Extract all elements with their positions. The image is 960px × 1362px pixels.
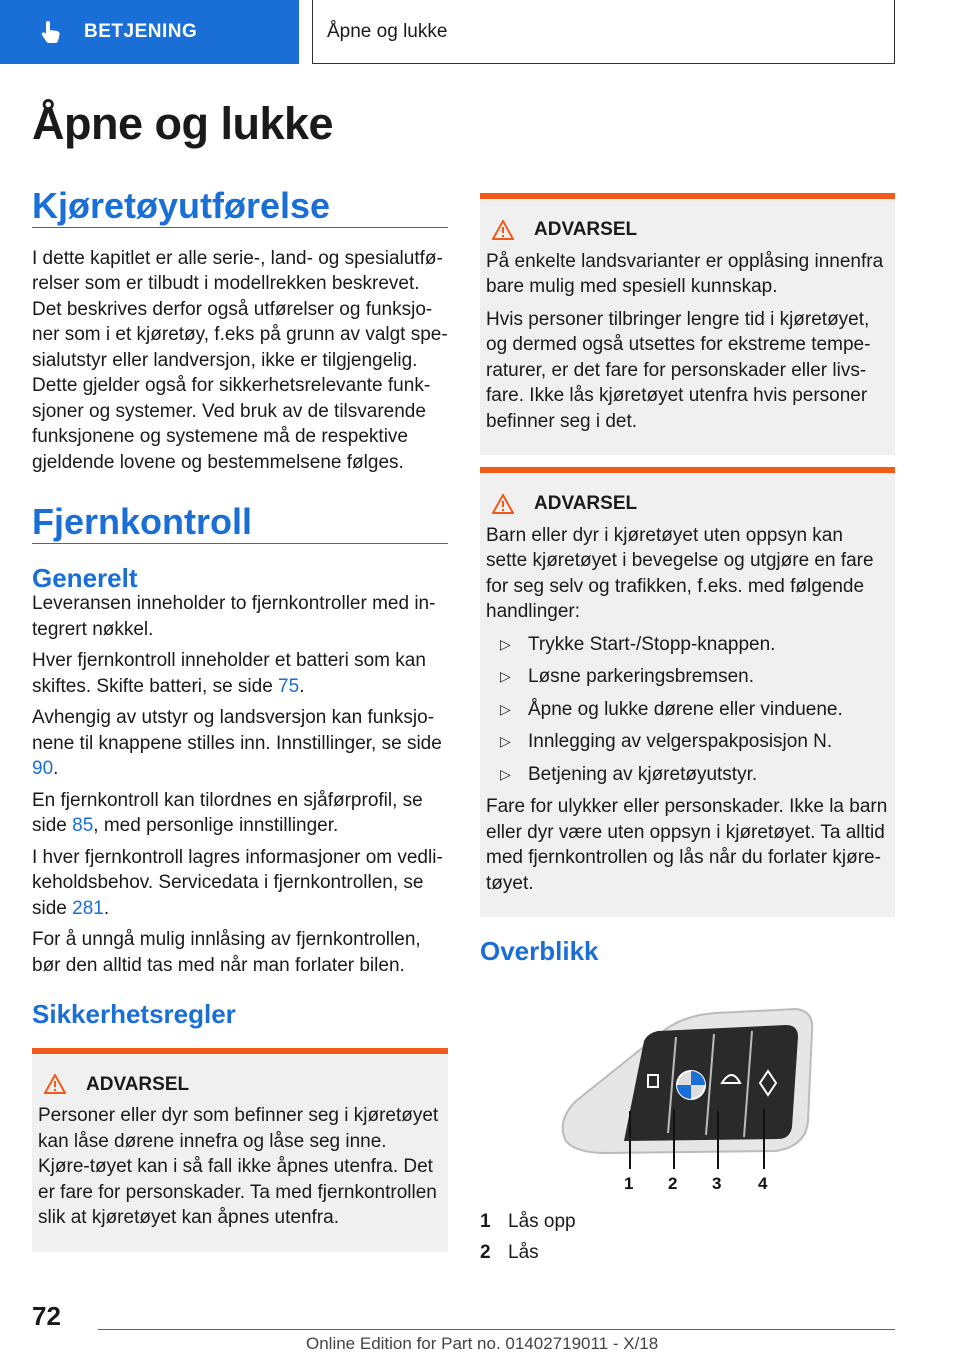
warning-box-safety bbox=[32, 1048, 448, 1252]
warning-text: Fare for ulykker eller personskader. Ikke la barn eller dyr være uten oppsyn i kjøretøyet. Ta alltid med fjernkontrollen og lås når du forlater kjøre-tøyet. bbox=[486, 796, 888, 894]
breadcrumb-text: Åpne og lukke bbox=[327, 20, 448, 42]
heading-safety: Sikkerhetsregler bbox=[32, 999, 236, 1029]
general-p1: Leveransen inneholder to fjernkontroller med in-tegrert nøkkel. bbox=[32, 593, 436, 640]
list-item: ▷ Åpne og lukke dørene eller vinduene. bbox=[486, 697, 889, 723]
page-link-90[interactable]: 90 bbox=[32, 758, 54, 779]
figure-label: 4 bbox=[758, 1173, 768, 1191]
general-p4: En fjernkontroll kan tilordnes en sjåførprofil, se side 85, med personlige innstillinger. bbox=[32, 789, 423, 836]
vehicle-paragraph: I dette kapitlet er alle serie-, land- og spesialutfø-relser som er tilbudt i modellrekken beskrevet. Det beskrives derfor også utførelser og funksjo-ner som i et kjøretøy, f.eks på grunn av valgt spe-sialutstyr eller landversjon, ikke er tilgjengelig. Dette gjelder også for sikkerhetsrelevante funk-sjoner og systemer. Ved bruk av de tilsvarende funksjonene og systemene må de respektive gjeldende lovene og bestemmelsene følges. bbox=[32, 247, 448, 473]
general-p3: Avhengig av utstyr og landsversjon kan funksjo-nene til knappene stilles inn. Innstillinger, se side 90. bbox=[32, 707, 442, 779]
heading-vehicle: Kjøretøyutførelse bbox=[32, 193, 448, 228]
list-item: ▷ Betjening av kjøretøyutstyr. bbox=[486, 762, 889, 788]
triangle-bullet-icon: ▷ bbox=[500, 700, 511, 717]
right-column bbox=[480, 193, 895, 1272]
list-item: ▷ Løsne parkeringsbremsen. bbox=[486, 664, 889, 690]
footer-divider bbox=[98, 1329, 895, 1330]
heading-general: Generelt bbox=[32, 562, 138, 593]
general-p6: For å unngå mulig innlåsing av fjernkontrollen, bør den alltid tas med når man forlater bilen. bbox=[32, 929, 421, 976]
list-item: 1 Lås opp bbox=[480, 1210, 576, 1232]
heading-remote: Fjernkontroll bbox=[32, 509, 448, 544]
warning-triangle-icon bbox=[492, 220, 514, 240]
figure-label: 2 bbox=[668, 1173, 678, 1191]
remote-key-figure bbox=[546, 1001, 816, 1191]
warning-text: På enkelte landsvarianter er opplåsing innenfra bare mulig med spesiell kunnskap. bbox=[486, 250, 884, 297]
section-tab bbox=[0, 0, 299, 64]
warning-triangle-icon bbox=[492, 494, 514, 514]
warning-title: ADVARSEL bbox=[38, 1072, 442, 1098]
warning-box-unlock bbox=[480, 193, 895, 455]
figure-label: 1 bbox=[624, 1173, 634, 1191]
footer-edition: Online Edition for Part no. 01402719011 - X/18 bbox=[306, 1334, 659, 1353]
page-link-85[interactable]: 85 bbox=[72, 815, 94, 836]
page-number: 72 bbox=[32, 1301, 61, 1331]
page-link-75[interactable]: 75 bbox=[278, 675, 300, 697]
warning-box-children bbox=[480, 467, 895, 917]
section-label: BETJENING bbox=[84, 21, 198, 42]
list-item: 2 Lås bbox=[480, 1242, 539, 1263]
left-column bbox=[32, 185, 448, 1252]
general-p5: I hver fjernkontroll lagres informasjoner om vedli-keholdsbehov. Servicedata i fjernkontrollen, se side 281. bbox=[32, 846, 443, 919]
warning-title: ADVARSEL bbox=[486, 491, 889, 517]
triangle-bullet-icon: ▷ bbox=[500, 668, 511, 684]
hand-pointer-icon bbox=[38, 19, 64, 45]
breadcrumb bbox=[312, 0, 895, 64]
triangle-bullet-icon: ▷ bbox=[500, 733, 511, 749]
list-item: ▷ Innlegging av velgerspakposisjon N. bbox=[486, 729, 889, 755]
heading-overview: Overblikk bbox=[480, 936, 599, 966]
triangle-bullet-icon: ▷ bbox=[500, 765, 511, 782]
page-link-281[interactable]: 281 bbox=[72, 897, 104, 919]
triangle-bullet-icon: ▷ bbox=[500, 635, 511, 652]
page-title: Åpne og lukke bbox=[32, 98, 334, 149]
warning-text: Barn eller dyr i kjøretøyet uten oppsyn kan sette kjøretøyet i bevegelse og utgjøre en fare for seg selv og trafikken, f.eks. med følgende handlinger: bbox=[486, 524, 874, 622]
warning-title: ADVARSEL bbox=[486, 217, 889, 243]
warning-text: Hvis personer tilbringer lengre tid i kjøretøyet, og dermed også utsettes for ekstreme tempe-raturer, er det fare for personskader eller livs-fare. Ikke lås kjøretøyet utenfra hvis personer befinner seg i det. bbox=[486, 308, 871, 432]
list-item: ▷ Trykke Start-/Stopp-knappen. bbox=[486, 632, 889, 658]
figure-label: 3 bbox=[712, 1173, 722, 1191]
warning-triangle-icon bbox=[44, 1074, 66, 1094]
figure-legend bbox=[480, 1209, 895, 1266]
warning-text: Personer eller dyr som befinner seg i kjøretøyet kan låse dørene innefra og låse seg inne. Kjøre-tøyet kan i så fall ikke åpnes utenfra. Det er fare for personskader. Ta med fjernkontrollen slik at kjøretøyet kan åpnes utenfra. bbox=[38, 1105, 439, 1228]
general-p2: Hver fjernkontroll inneholder et batteri som kan skiftes. Skifte batteri, se side 75. bbox=[32, 650, 426, 697]
